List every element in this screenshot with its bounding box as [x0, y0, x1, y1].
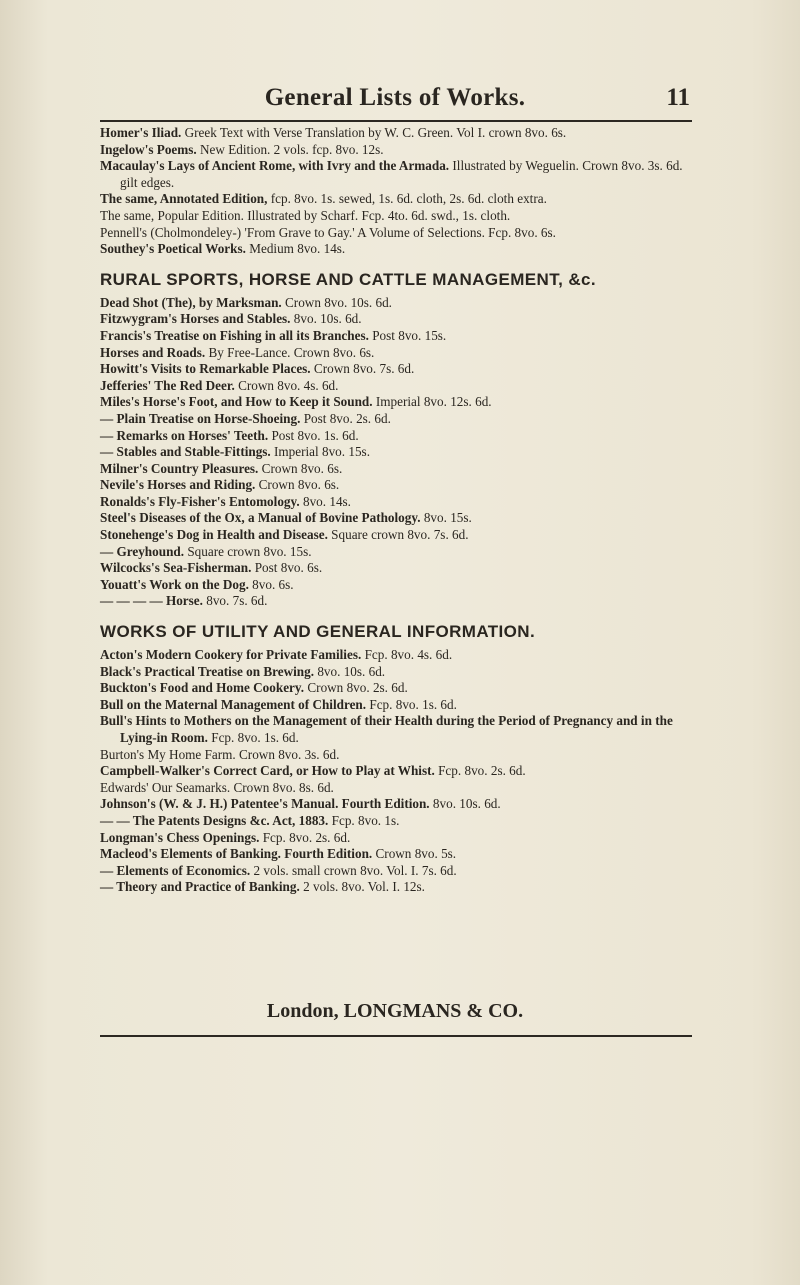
entry-details: 8vo. 14s.	[299, 493, 351, 509]
rural-sports-list	[100, 295, 700, 610]
catalogue-entry	[100, 125, 700, 142]
entry-title: Ronalds's Fly-Fisher's Entomology.	[100, 493, 300, 509]
catalogue-entry	[100, 394, 700, 411]
entry-title: Stonehenge's Dog in Health and Disease.	[100, 527, 328, 543]
entry-title: Macleod's Elements of Banking. Fourth Edition.	[100, 846, 373, 862]
entry-details: 8vo. 15s.	[420, 510, 472, 526]
entry-details: New Edition. 2 vols. fcp. 8vo. 12s.	[196, 141, 384, 157]
catalogue-entry	[100, 747, 700, 764]
catalogue-entry	[100, 780, 700, 797]
catalogue-entry	[100, 494, 700, 511]
catalogue-entry	[100, 544, 700, 561]
entry-title: — — The Patents Designs &c. Act, 1883.	[100, 812, 329, 828]
entry-details: Crown 8vo. 6s.	[258, 460, 343, 476]
catalogue-entry	[100, 863, 700, 880]
entry-details: The same, Popular Edition. Illustrated by Scharf. Fcp. 4to. 6d. swd., 1s. cloth.	[100, 207, 511, 223]
entry-title: Steel's Diseases of the Ox, a Manual of Bovine Pathology.	[100, 510, 421, 526]
catalogue-entry	[100, 225, 700, 242]
entry-title: — Elements of Economics.	[100, 862, 251, 878]
catalogue-entry	[100, 680, 700, 697]
entry-title: Youatt's Work on the Dog.	[100, 576, 249, 592]
entry-details: 8vo. 10s. 6d.	[290, 311, 362, 327]
catalogue-entry	[100, 328, 700, 345]
entry-title: Campbell-Walker's Correct Card, or How to Play at Whist.	[100, 763, 435, 779]
entry-details: Fcp. 8vo. 2s. 6d.	[259, 829, 351, 845]
entry-title: The same, Annotated Edition,	[100, 191, 268, 207]
entry-title: Fitzwygram's Horses and Stables.	[100, 311, 291, 327]
entry-details: 2 vols. 8vo. Vol. I. 12s.	[299, 879, 425, 895]
entry-title: — Theory and Practice of Banking.	[100, 879, 300, 895]
entry-details: Crown 8vo. 7s. 6d.	[310, 361, 415, 377]
entry-details: Crown 8vo. 6s.	[255, 477, 340, 493]
entry-details: Imperial 8vo. 15s.	[270, 444, 370, 460]
catalogue-entry	[100, 158, 700, 191]
entry-title: Horses and Roads.	[100, 344, 206, 360]
catalogue-entry	[100, 763, 700, 780]
entry-details: Post 8vo. 15s.	[368, 327, 447, 343]
catalogue-entry	[100, 796, 700, 813]
catalogue-entry	[100, 295, 700, 312]
entry-title: Johnson's (W. & J. H.) Patentee's Manual. Fourth Edition.	[100, 796, 430, 812]
entry-title: Acton's Modern Cookery for Private Families.	[100, 647, 362, 663]
page-header	[100, 84, 690, 116]
entry-title: Nevile's Horses and Riding.	[100, 477, 256, 493]
catalogue-entry	[100, 477, 700, 494]
catalogue-entry	[100, 846, 700, 863]
entry-details: Fcp. 8vo. 2s. 6d.	[434, 763, 526, 779]
catalogue-entry	[100, 510, 700, 527]
entry-title: Black's Practical Treatise on Brewing.	[100, 663, 315, 679]
poetry-list	[100, 125, 700, 258]
entry-title: Wilcocks's Sea-Fisherman.	[100, 560, 252, 576]
entry-details: Edwards' Our Seamarks. Crown 8vo. 8s. 6d.	[100, 779, 334, 795]
entry-title: Francis's Treatise on Fishing in all its Branches.	[100, 327, 369, 343]
entry-details: Medium 8vo. 14s.	[245, 241, 346, 257]
section-heading-rural-sports: RURAL SPORTS, HORSE AND CATTLE MANAGEMENT, &c.	[100, 269, 596, 289]
entry-details: Fcp. 8vo. 4s. 6d.	[361, 647, 453, 663]
catalogue-entry	[100, 830, 700, 847]
entry-details: Pennell's (Cholmondeley-) 'From Grave to Gay.' A Volume of Selections. Fcp. 8vo. 6s.	[100, 224, 556, 240]
entry-details: 8vo. 7s. 6d.	[202, 593, 268, 609]
entry-details: Illustrated by Weguelin. Crown 8vo. 3s. 6d. gilt edges.	[120, 158, 683, 190]
entry-details: 8vo. 10s. 6d.	[314, 663, 386, 679]
entry-title: Southey's Poetical Works.	[100, 241, 246, 257]
entry-details: 8vo. 6s.	[248, 576, 294, 592]
entry-title: Dead Shot (The), by Marksman.	[100, 294, 282, 310]
entry-title: Macaulay's Lays of Ancient Rome, with Ivry and the Armada.	[100, 158, 450, 174]
catalogue-entry	[100, 813, 700, 830]
catalogue-entry	[100, 345, 700, 362]
entry-details: Square crown 8vo. 7s. 6d.	[327, 527, 469, 543]
footer-rule	[100, 1035, 692, 1037]
entry-details: Imperial 8vo. 12s. 6d.	[372, 394, 492, 410]
catalogue-entry	[100, 697, 700, 714]
entry-details: Post 8vo. 1s. 6d.	[268, 427, 359, 443]
entry-details: Greek Text with Verse Translation by W. C. Green. Vol I. crown 8vo. 6s.	[181, 125, 567, 140]
catalogue-entry	[100, 560, 700, 577]
catalogue-entry	[100, 527, 700, 544]
entry-details: Fcp. 8vo. 1s.	[328, 812, 400, 828]
entry-details: 2 vols. small crown 8vo. Vol. I. 7s. 6d.	[250, 862, 457, 878]
catalogue-entry	[100, 208, 700, 225]
entry-details: By Free-Lance. Crown 8vo. 6s.	[205, 344, 375, 360]
catalogue-entry	[100, 664, 700, 681]
section-heading-utility: WORKS OF UTILITY AND GENERAL INFORMATION.	[100, 622, 536, 642]
catalogue-entry	[100, 647, 700, 664]
catalogue-entry	[100, 378, 700, 395]
entry-title: Miles's Horse's Foot, and How to Keep it Sound.	[100, 394, 373, 410]
entry-title: Jefferies' The Red Deer.	[100, 377, 235, 393]
entry-title: — Remarks on Horses' Teeth.	[100, 427, 269, 443]
entry-details: Post 8vo. 2s. 6d.	[300, 410, 391, 426]
catalogue-entry	[100, 311, 700, 328]
catalogue-entry	[100, 191, 700, 208]
catalogue-entry	[100, 593, 700, 610]
entry-details: Crown 8vo. 10s. 6d.	[281, 294, 392, 310]
catalogue-entry	[100, 444, 700, 461]
catalogue-entry	[100, 361, 700, 378]
header-rule	[100, 120, 692, 122]
catalogue-entry	[100, 142, 700, 159]
entry-title: — Stables and Stable-Fittings.	[100, 444, 271, 460]
catalogue-entry	[100, 879, 700, 896]
entry-details: Square crown 8vo. 15s.	[184, 543, 312, 559]
entry-details: Crown 8vo. 5s.	[372, 846, 457, 862]
entry-details: Fcp. 8vo. 1s. 6d.	[207, 730, 299, 745]
entry-title: Ingelow's Poems.	[100, 141, 197, 157]
catalogue-entry	[100, 411, 700, 428]
catalogue-entry	[100, 461, 700, 478]
entry-details: fcp. 8vo. 1s. sewed, 1s. 6d. cloth, 2s. 6d. cloth extra.	[267, 191, 547, 207]
page-number: 11	[666, 84, 690, 111]
entry-title: Bull on the Maternal Management of Children.	[100, 696, 367, 712]
catalogue-entry	[100, 241, 700, 258]
publisher-imprint: London, LONGMANS & CO.	[266, 1000, 524, 1022]
entry-details: 8vo. 10s. 6d.	[429, 796, 501, 812]
entry-details: Crown 8vo. 2s. 6d.	[304, 680, 408, 696]
entry-details: Crown 8vo. 4s. 6d.	[234, 377, 339, 393]
entry-title: Buckton's Food and Home Cookery.	[100, 680, 305, 696]
entry-title: Howitt's Visits to Remarkable Places.	[100, 361, 311, 377]
entry-title: — — — — Horse.	[100, 593, 203, 609]
utility-list	[100, 647, 700, 896]
catalogue-entry	[100, 428, 700, 445]
catalogue-entry	[100, 577, 700, 594]
entry-details: Burton's My Home Farm. Crown 8vo. 3s. 6d.	[100, 746, 340, 762]
catalogue-content	[100, 125, 700, 896]
entry-title: Longman's Chess Openings.	[100, 829, 260, 845]
entry-title: — Greyhound.	[100, 543, 185, 559]
entry-title: Homer's Iliad.	[100, 125, 182, 140]
entry-details: Fcp. 8vo. 1s. 6d.	[366, 696, 457, 712]
catalogue-entry	[100, 713, 700, 746]
entry-title: Milner's Country Pleasures.	[100, 460, 259, 476]
entry-title: Bull's Hints to Mothers on the Management of their Health during the Period of Pregnancy and in the Lying-in Room.	[100, 713, 673, 745]
entry-title: — Plain Treatise on Horse-Shoeing.	[100, 410, 301, 426]
running-title: General Lists of Works.	[264, 84, 526, 111]
entry-details: Post 8vo. 6s.	[251, 560, 323, 576]
